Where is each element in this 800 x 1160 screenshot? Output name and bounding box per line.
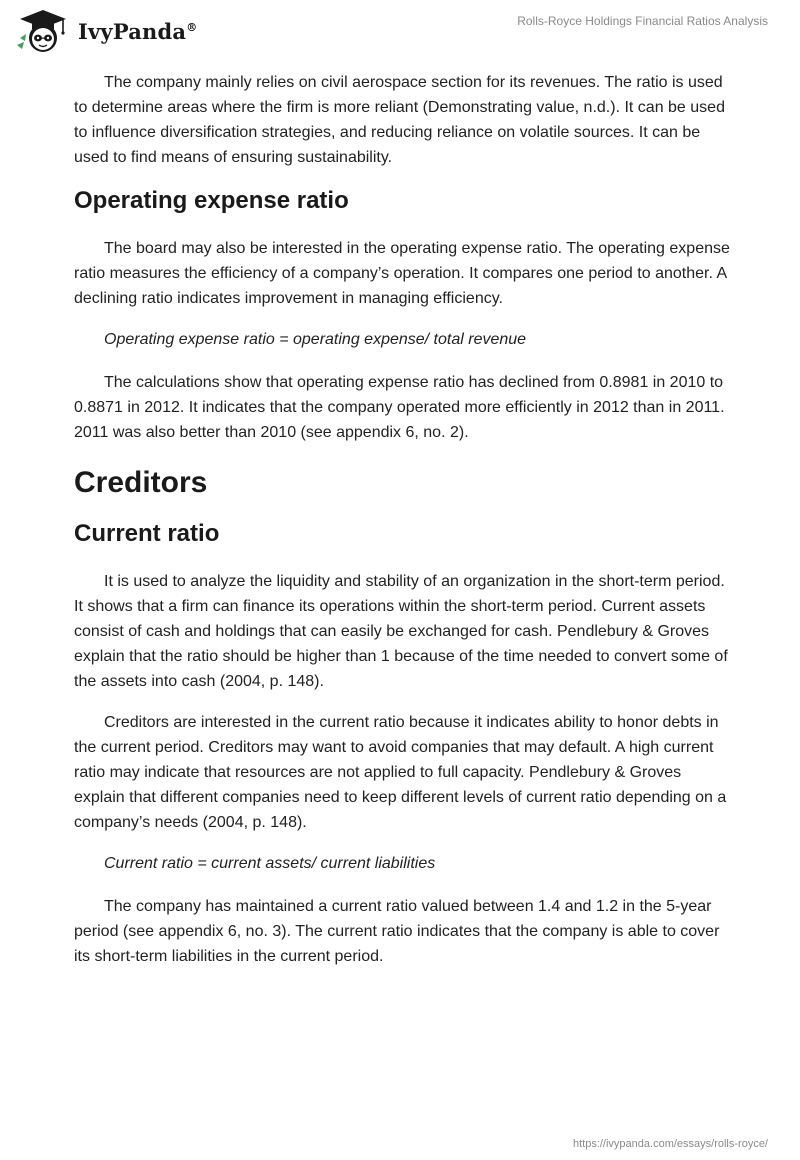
article-content xyxy=(74,70,734,985)
paragraph-creditors-interest: Creditors are interested in the current ratio because it indicates ability to honor debts in the current period. Creditors may want to avoid companies that may default. A high current ratio may indicate that resources are not applied to full capacity. Pendlebury & Groves explain that different companies need to keep different levels of current ratio depending on a company’s needs (2004, p. 148). xyxy=(74,714,727,831)
formula-current-ratio: Current ratio = current assets/ current liabilities xyxy=(104,855,436,872)
brand-name: IvyPanda® xyxy=(78,18,198,44)
logo[interactable] xyxy=(14,8,197,54)
page-header xyxy=(0,0,800,62)
paragraph-current-ratio-results: The company has maintained a current ratio valued between 1.4 and 1.2 in the 5-year period (see appendix 6, no. 3). The current ratio indicates that the company is able to cover its short-term liabilities in the current period. xyxy=(74,898,720,965)
paragraph-revenue-reliance: The company mainly relies on civil aerospace section for its revenues. The ratio is used to determine areas where the firm is more reliant (Demonstrating value, n.d.). It can be used to influence diversification strategies, and reducing reliance on volatile sources. It can be used to find means of ensuring sustainability. xyxy=(74,74,725,166)
heading-current-ratio: Current ratio xyxy=(74,520,220,547)
paragraph-current-ratio-definition: It is used to analyze the liquidity and stability of an organization in the short-term period. It shows that a firm can finance its operations within the short-term period. Current assets consist of cash and holdings that can easily be exchanged for cash. Pendlebury & Groves explain that the ratio should be higher than 1 because of the time needed to convert some of the assets into cash (2004, p. 148). xyxy=(74,573,728,690)
paragraph-operating-results: The calculations show that operating expense ratio has declined from 0.8981 in 2010 to 0.8871 in 2012. It indicates that the company operated more efficiently in 2012 than in 2011. 2011 was also better than 2010 (see appendix 6, no. 2). xyxy=(74,374,725,441)
heading-creditors: Creditors xyxy=(74,466,208,499)
footer-url-link[interactable]: https://ivypanda.com/essays/rolls-royce/ xyxy=(572,1138,768,1150)
heading-operating-expense-ratio: Operating expense ratio xyxy=(74,187,349,214)
formula-operating-expense: Operating expense ratio = operating expense/ total revenue xyxy=(104,331,527,348)
paragraph-operating-intro: The board may also be interested in the operating expense ratio. The operating expense ratio measures the efficiency of a company’s operation. It compares one period to another. A declining ratio indicates improvement in managing efficiency. xyxy=(74,240,730,307)
document-title: Rolls-Royce Holdings Financial Ratios Analysis xyxy=(517,14,768,28)
panda-logo-icon xyxy=(14,8,72,54)
